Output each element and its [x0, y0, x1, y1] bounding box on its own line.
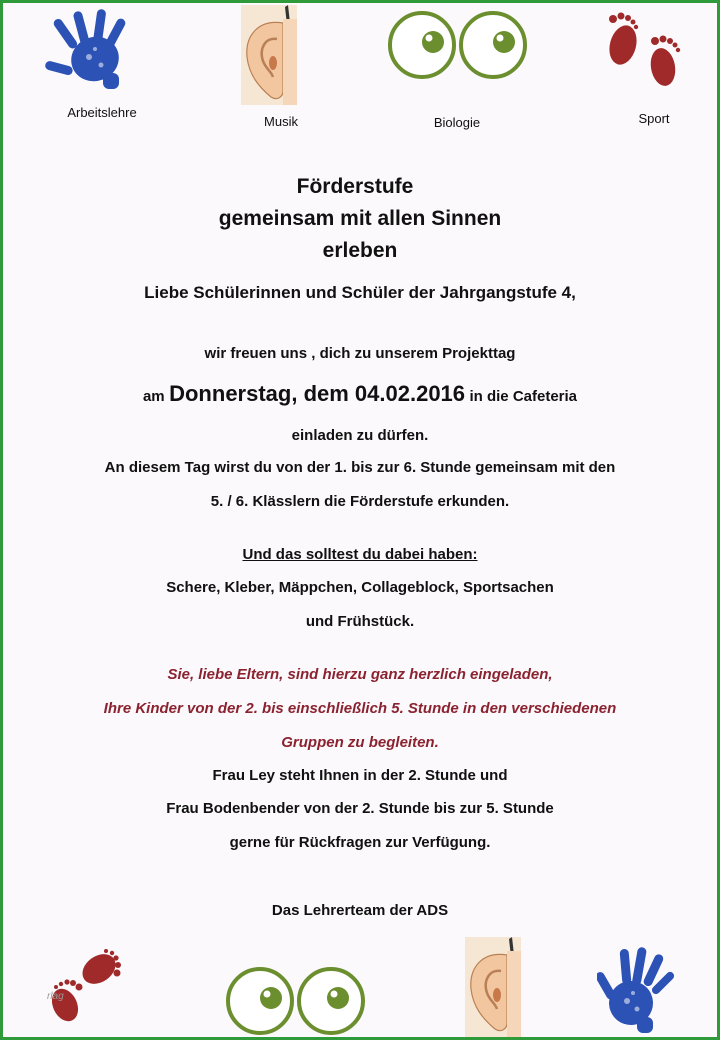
invite-line-1: wir freuen uns , dich zu unserem Projekttag [204, 345, 516, 362]
invite-line-4: An diesem Tag wirst du von der 1. bis zur 6. Stunde gemeinsam mit den [104, 459, 616, 476]
parents-line-1: Sie, liebe Eltern, sind hierzu ganz herzlich eingeladen, [167, 666, 553, 683]
signature: Das Lehrerteam der ADS [271, 902, 449, 919]
bring-line-2: und Frühstück. [305, 613, 415, 630]
subject-label-arbeitslehre: Arbeitslehre [67, 105, 137, 120]
ear-icon [465, 937, 521, 1037]
subject-label-sport: Sport [638, 111, 670, 126]
bring-heading-text: Und das solltest du dabei haben: [242, 546, 478, 563]
invite-line-5: 5. / 6. Klässlern die Förderstufe erkunden. [210, 493, 510, 510]
eyes-icon [387, 9, 529, 81]
parents-line-2: Ihre Kinder von der 2. bis einschließlich 5. Stunde in den verschiedenen [103, 700, 617, 717]
title-line-1: Förderstufe [296, 175, 414, 198]
parents-line-3: Gruppen zu begleiten. [281, 734, 439, 751]
event-date: Donnerstag, dem 04.02.2016 [169, 381, 466, 406]
title-line-3: erleben [322, 239, 398, 262]
invite-date-line [3, 381, 717, 407]
ear-icon [241, 5, 297, 105]
contact-line-1: Frau Ley steht Ihnen in der 2. Stunde und [212, 767, 508, 784]
invite-line-3: einladen zu dürfen. [291, 427, 429, 444]
contact-line-2: Frau Bodenbender von der 2. Stunde bis zur 5. Stunde [166, 800, 554, 817]
hand-icon [597, 945, 677, 1035]
hand-icon [43, 7, 138, 92]
footprints-icon [599, 9, 689, 93]
bring-heading [3, 546, 717, 563]
eyes-icon [225, 965, 367, 1037]
contact-line-3: gerne für Rückfragen zur Verfügung. [229, 834, 491, 851]
greeting: Liebe Schülerinnen und Schüler der Jahrgangstufe 4, [144, 283, 576, 302]
date-prefix: am [142, 388, 165, 405]
subject-label-musik: Musik [264, 114, 298, 129]
watermark-text: rlag [47, 991, 64, 1002]
subject-label-biologie: Biologie [433, 115, 481, 130]
title-line-2: gemeinsam mit allen Sinnen [218, 207, 502, 230]
bring-line-1: Schere, Kleber, Mäppchen, Collageblock, Sportsachen [166, 579, 554, 596]
date-suffix: in die Cafeteria [469, 388, 578, 405]
footprints-icon [43, 943, 123, 1029]
